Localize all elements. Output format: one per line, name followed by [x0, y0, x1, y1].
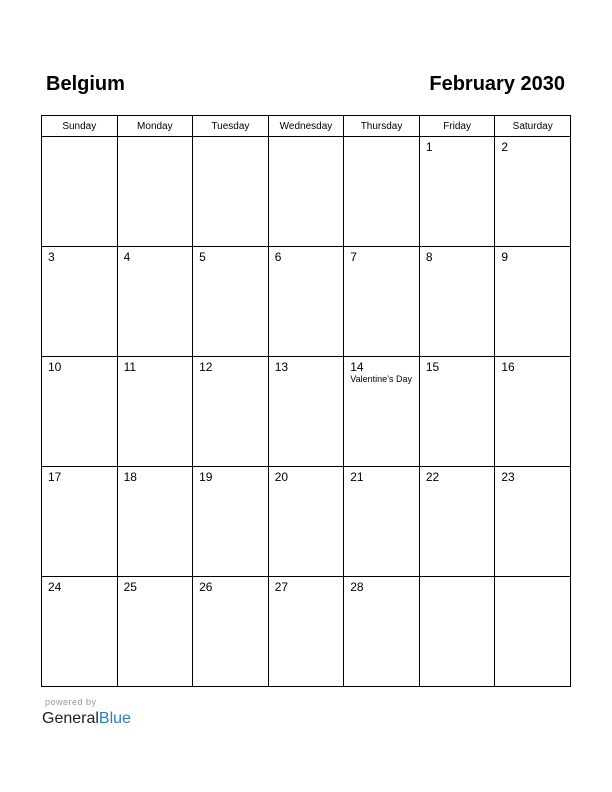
day-cell[interactable]: [117, 467, 193, 577]
month-title: February 2030: [429, 73, 565, 95]
day-number: 28: [350, 580, 364, 594]
day-number: 26: [199, 580, 213, 594]
day-number: 1: [425, 140, 433, 154]
day-cell[interactable]: [268, 247, 344, 357]
day-cell[interactable]: [117, 357, 193, 467]
day-cell[interactable]: [268, 577, 344, 687]
week-row: [42, 357, 571, 467]
day-number: 12: [199, 360, 213, 374]
week-row: [42, 137, 571, 247]
day-number: 7: [350, 250, 357, 264]
day-number: 2: [501, 140, 509, 154]
day-number: 19: [199, 470, 213, 484]
day-cell[interactable]: [495, 247, 571, 357]
day-cell[interactable]: [193, 577, 269, 687]
week-row: [42, 467, 571, 577]
empty-day-cell: [344, 137, 420, 247]
day-cell[interactable]: [495, 467, 571, 577]
weekday-tuesday: Tuesday: [193, 116, 269, 137]
day-number: 18: [123, 470, 137, 484]
weekday-wednesday: Wednesday: [268, 116, 344, 137]
day-number: 25: [123, 580, 137, 594]
day-cell[interactable]: [268, 467, 344, 577]
day-cell[interactable]: [495, 137, 571, 247]
day-number: 6: [274, 250, 282, 264]
weekday-friday: Friday: [419, 116, 495, 137]
empty-day-cell: [193, 137, 269, 247]
day-cell[interactable]: [344, 577, 420, 687]
day-number: 23: [501, 470, 515, 484]
brand-logo[interactable]: [42, 709, 131, 729]
day-cell[interactable]: [344, 357, 420, 467]
brand-name-part1: General: [42, 710, 99, 727]
day-cell[interactable]: [42, 577, 118, 687]
day-cell[interactable]: [117, 247, 193, 357]
day-cell[interactable]: [419, 137, 495, 247]
day-cell[interactable]: [419, 467, 495, 577]
day-cell[interactable]: [117, 577, 193, 687]
day-number: 17: [48, 470, 62, 484]
day-cell[interactable]: [193, 357, 269, 467]
day-cell[interactable]: [419, 247, 495, 357]
day-cell[interactable]: [344, 467, 420, 577]
week-row: [42, 247, 571, 357]
weekday-monday: Monday: [117, 116, 193, 137]
day-number: 3: [48, 250, 55, 264]
day-number: 14: [350, 360, 364, 374]
day-cell[interactable]: [344, 247, 420, 357]
empty-day-cell: [495, 577, 571, 687]
brand-name-part2: Blue: [98, 710, 131, 727]
day-number: 21: [350, 470, 364, 484]
day-number: 22: [425, 470, 440, 484]
day-number: 10: [48, 360, 62, 374]
empty-day-cell: [268, 137, 344, 247]
calendar-grid: [41, 115, 571, 687]
day-number: 16: [501, 360, 515, 374]
day-number: 24: [48, 580, 62, 594]
day-number: 9: [501, 250, 509, 264]
footer: [42, 697, 131, 729]
day-cell[interactable]: [193, 247, 269, 357]
weekday-sunday: Sunday: [42, 116, 118, 137]
day-number: 15: [425, 360, 440, 374]
day-number: 4: [123, 250, 131, 264]
weekday-header-row: [42, 116, 571, 137]
weekday-thursday: Thursday: [344, 116, 420, 137]
empty-day-cell: [42, 137, 118, 247]
day-cell[interactable]: [419, 357, 495, 467]
day-number: 13: [274, 360, 289, 374]
country-title: Belgium: [46, 73, 125, 95]
week-row: [42, 577, 571, 687]
day-cell[interactable]: [495, 357, 571, 467]
empty-day-cell: [117, 137, 193, 247]
day-cell[interactable]: [193, 467, 269, 577]
powered-by-text: powered by: [45, 697, 97, 707]
day-cell[interactable]: [268, 357, 344, 467]
day-number: 20: [274, 470, 289, 484]
day-cell[interactable]: [42, 357, 118, 467]
day-number: 5: [199, 250, 206, 264]
weekday-saturday: Saturday: [495, 116, 571, 137]
day-number: 11: [123, 360, 137, 374]
empty-day-cell: [419, 577, 495, 687]
day-number: 27: [274, 580, 289, 594]
holiday-label: Valentine’s Day: [350, 374, 412, 384]
day-number: 8: [425, 250, 433, 264]
day-cell[interactable]: [42, 467, 118, 577]
day-cell[interactable]: [42, 247, 118, 357]
